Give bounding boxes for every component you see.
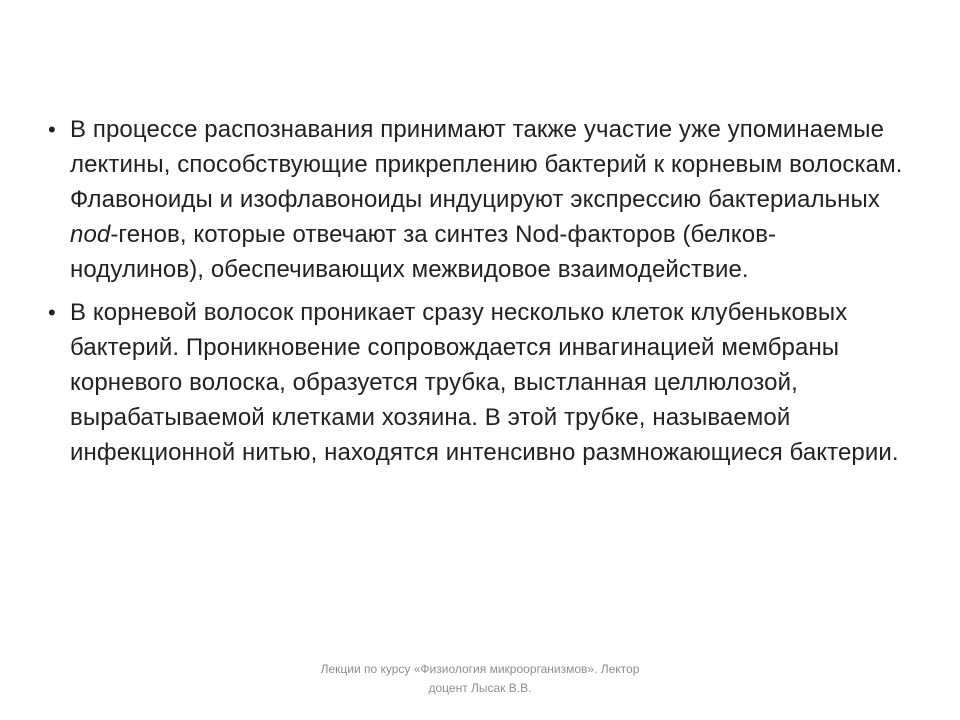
bullet-text-1-part-2: -генов, которые отвечают за синтез Nod-факторов (белков-нодулинов), обеспечивающих межвидовое взаимодействие. (70, 221, 777, 283)
bullet-text-1-part-1: В процессе распознавания принимают также участие уже упоминаемые лектины, способствующие прикреплению бактерий к корневым волоскам. Флавоноиды и изофлавоноиды индуцируют экспрессию бактериальных (70, 116, 903, 213)
bullet-item-2 (48, 295, 908, 470)
bullet-icon: • (48, 300, 56, 325)
bullet-list (48, 112, 908, 470)
bullet-text-1 (70, 116, 902, 283)
bullet-icon: • (48, 117, 56, 142)
slide-content (48, 112, 908, 582)
footer: Лекции по курсу «Физиология микроорганизмов». Лектор доцент Лысак В.В. (320, 662, 640, 695)
bullet-item-1 (48, 112, 908, 287)
bullet-text-2: В корневой волосок проникает сразу несколько клеток клубеньковых бактерий. Проникновение сопровождается инвагинацией мембраны корневого волоска, образуется трубка, выстланная целлюлозой, вырабатываемой клетками хозяина. В этой трубке, называемой инфекционной нитью, находятся интенсивно размножающиеся бактерии. (70, 299, 899, 466)
bullet-text-1-italic: nod (70, 221, 111, 248)
